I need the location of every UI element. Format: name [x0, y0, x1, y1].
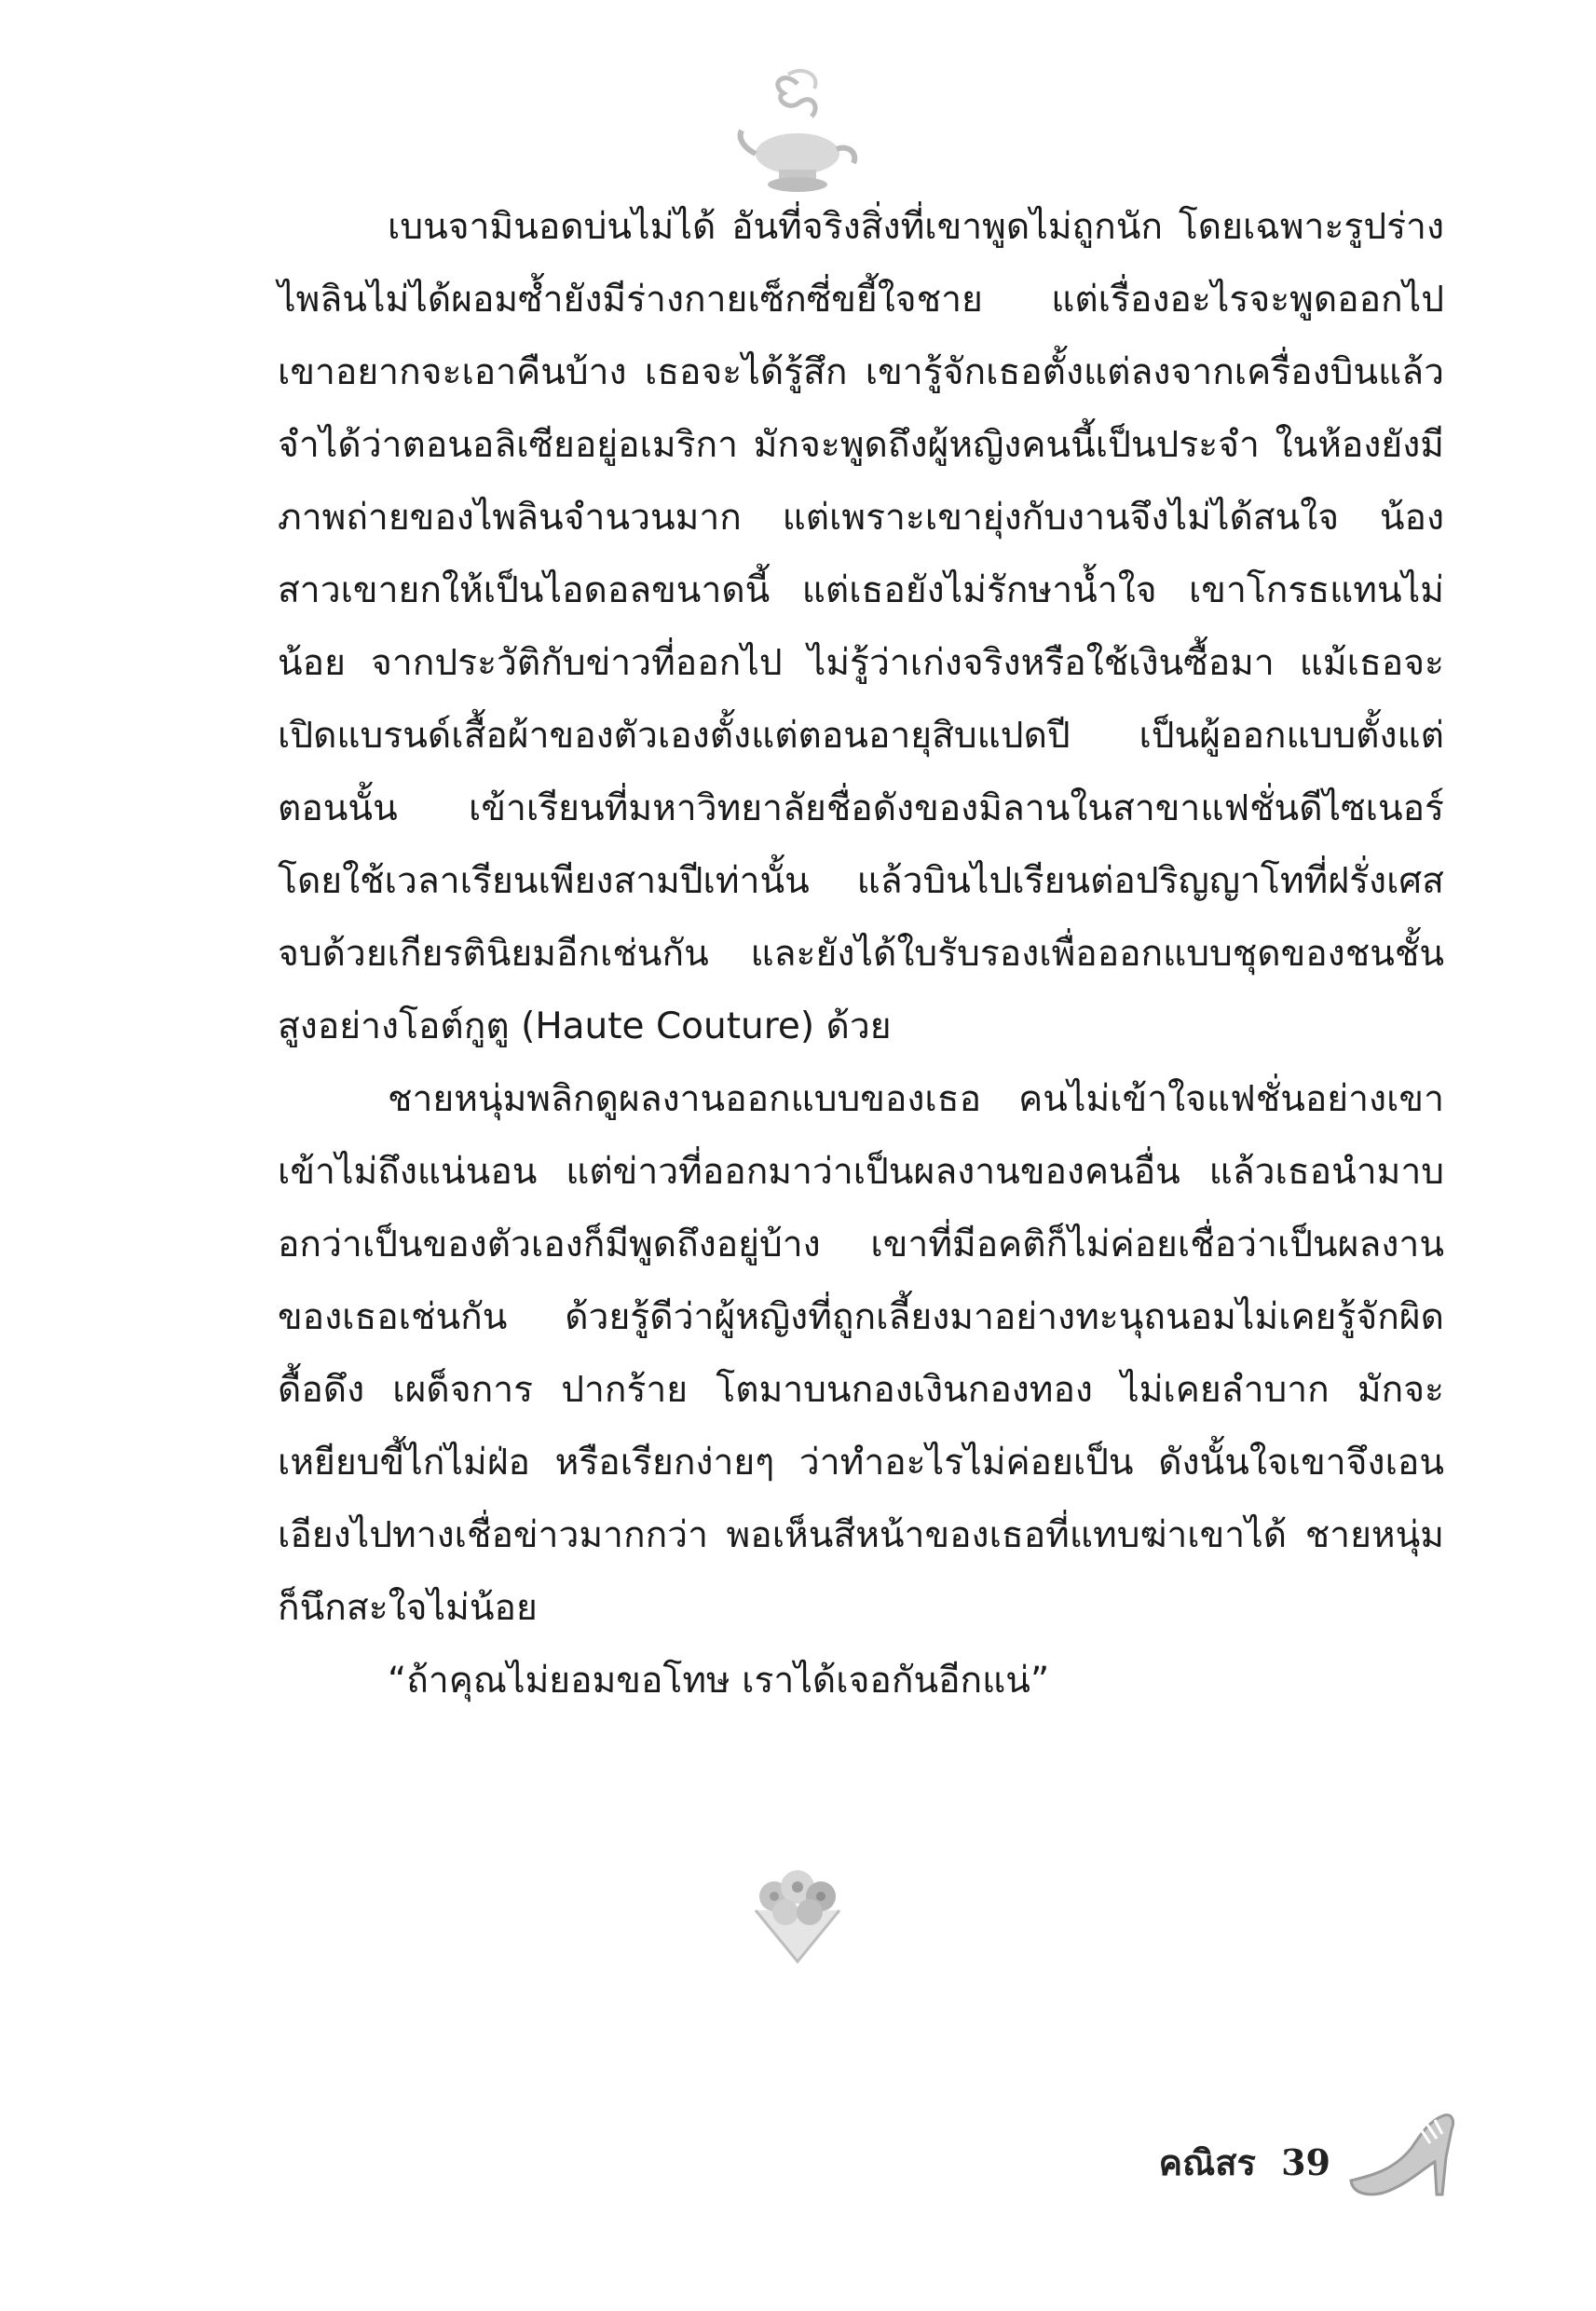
- page-footer: [1159, 2134, 1330, 2191]
- page-number: 39: [1281, 2141, 1330, 2183]
- dialogue-line: “ถ้าคุณไม่ยอมขอโทษ เราได้เจอกันอีกแน่”: [388, 1660, 1050, 1702]
- paragraph-1: เบนจามินอดบ่นไม่ได้ อันที่จริงสิ่งที่เขาพูดไม่ถูกนัก โดยเฉพาะรูปร่าง ไพลินไม่ได้ผอมซ้ำยังมีร่างกายเซ็กซี่ขยี้ใจชาย แต่เรื่องอะไรจะพูดออกไป เขาอยากจะเอาคืนบ้าง เธอจะได้รู้สึก เขารู้จักเธอตั้งแต่ลงจากเครื่องบินแล้ว จำได้ว่าตอนอลิเซียอยู่อเมริกา มักจะพูดถึงผู้หญิงคนนี้เป็นประจำ ในห้องยังมีภาพถ่ายของไพลินจำนวนมาก แต่เพราะเขายุ่งกับงานจึงไม่ได้สนใจ น้องสาวเขายกให้เป็นไอดอลขนาดนี้ แต่เธอยังไม่รักษาน้ำใจ เขาโกรธแทนไม่น้อย จากประวัติกับข่าวที่ออกไป ไม่รู้ว่าเก่งจริงหรือใช้เงินซื้อมา แม้เธอจะเปิดแบรนด์เสื้อผ้าของตัวเองตั้งแต่ตอนอายุสิบแปดปี เป็นผู้ออกแบบตั้งแต่ตอนนั้น เข้าเรียนที่มหาวิทยาลัยชื่อดังของมิลานในสาขาแฟชั่นดีไซเนอร์ โดยใช้เวลาเรียนเพียงสามปีเท่านั้น แล้วบินไปเรียนต่อปริญญาโทที่ฝรั่งเศส จบด้วยเกียรตินิยมอีกเช่นกัน และยังได้ใบรับรองเพื่อออกแบบชุดของชนชั้นสูงอย่างโอต์กูตู (Haute Couture) ด้วย: [278, 206, 1444, 1047]
- magic-lamp-icon: [732, 65, 863, 205]
- high-heel-shoe-icon: [1342, 2101, 1463, 2204]
- paragraph-2: ชายหนุ่มพลิกดูผลงานออกแบบของเธอ คนไม่เข้าใจแฟชั่นอย่างเขาเข้าไม่ถึงแน่นอน แต่ข่าวที่ออกมาว่าเป็นผลงานของคนอื่น แล้วเธอนำมาบอกว่าเป็นของตัวเองก็มีพูดถึงอยู่บ้าง เขาที่มีอคติก็ไม่ค่อยเชื่อว่าเป็นผลงานของเธอเช่นกัน ด้วยรู้ดีว่าผู้หญิงที่ถูกเลี้ยงมาอย่างทะนุถนอมไม่เคยรู้จักผิด ดื้อดึง เผด็จการ ปากร้าย โตมาบนกองเงินกองทอง ไม่เคยลำบาก มักจะเหยียบขี้ไก่ไม่ฝ่อ หรือเรียกง่ายๆ ว่าทำอะไรไม่ค่อยเป็น ดังนั้นใจเขาจึงเอนเอียงไปทางเชื่อข่าวมากกว่า พอเห็นสีหน้าของเธอที่แทบฆ่าเขาได้ ชายหนุ่มก็นึกสะใจไม่น้อย: [278, 1078, 1444, 1629]
- book-title: คณิสร: [1158, 2141, 1256, 2183]
- flower-bouquet-icon: [737, 1854, 858, 1966]
- body-text: [278, 191, 1444, 1717]
